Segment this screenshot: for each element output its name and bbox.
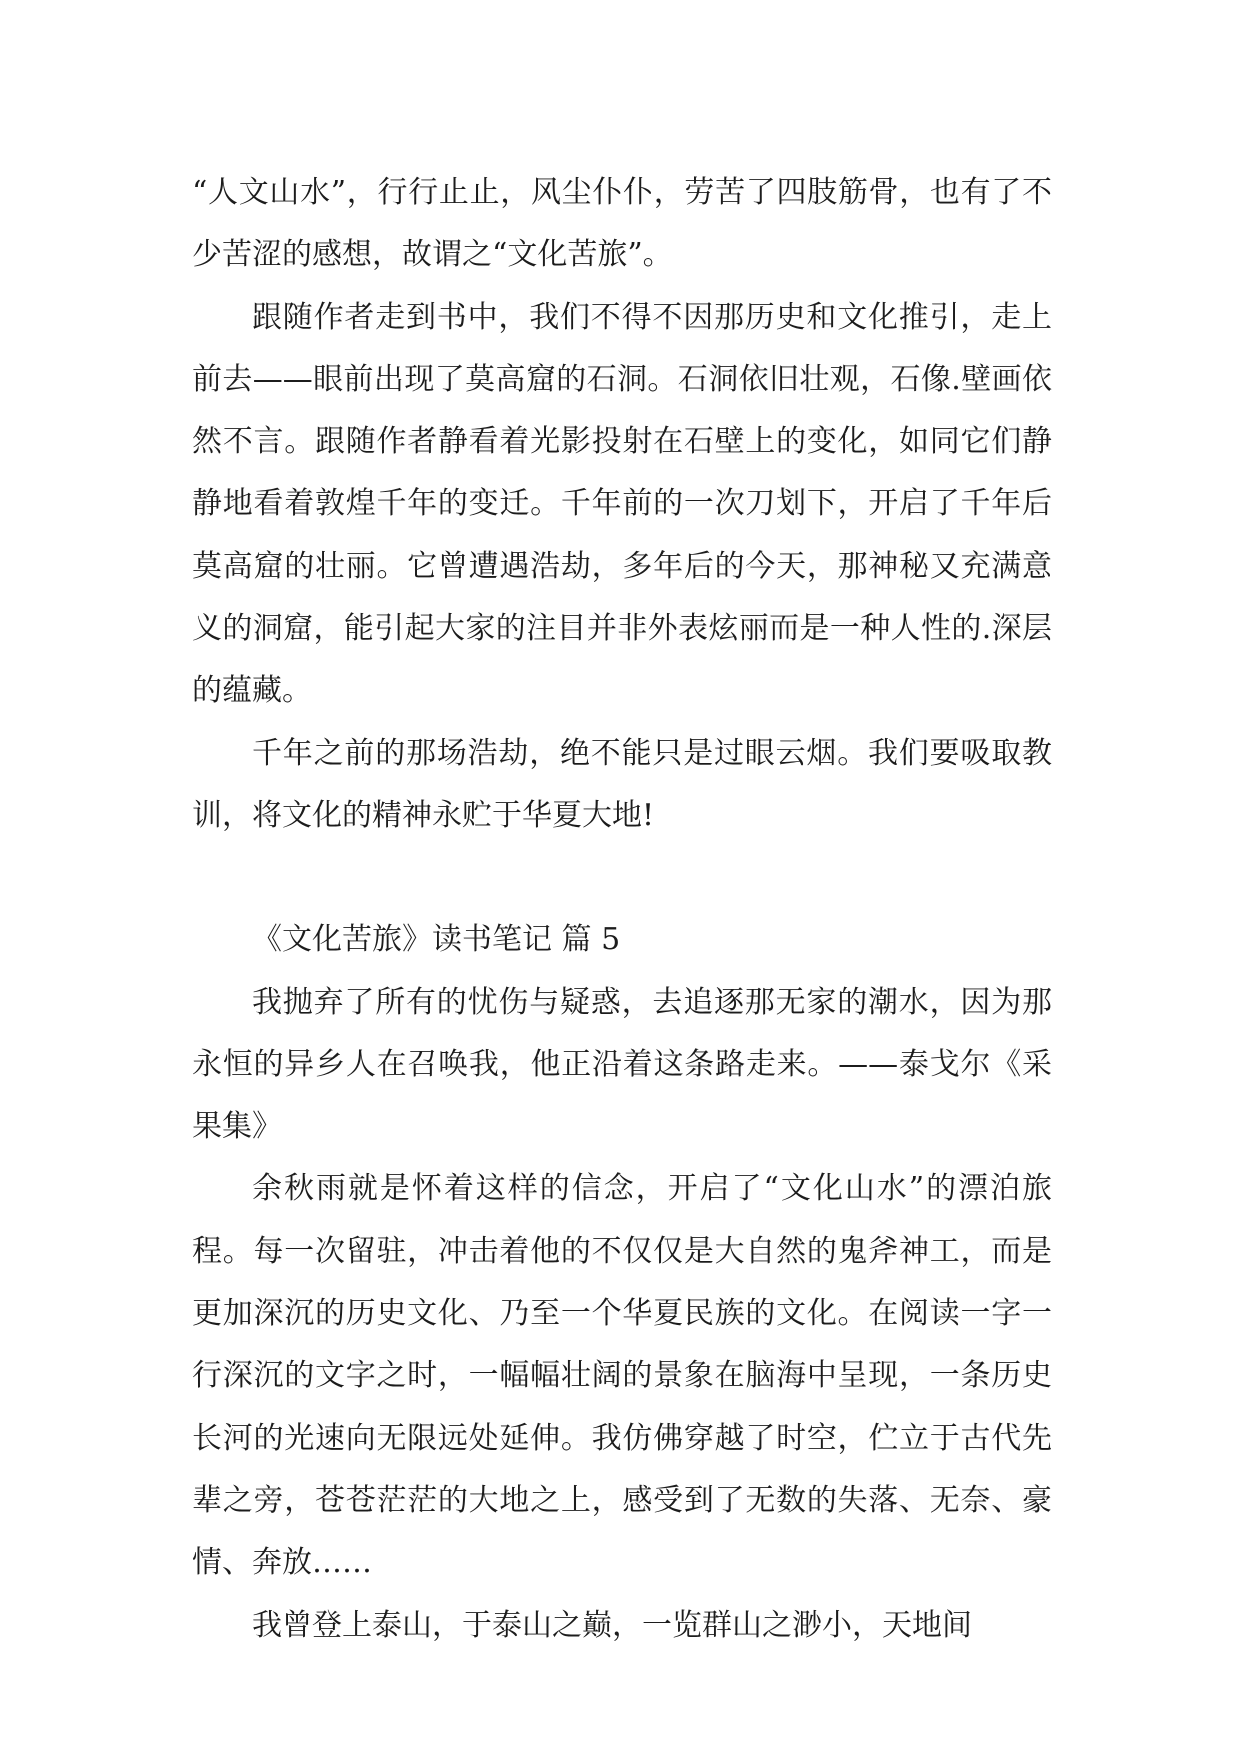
paragraph-5: 余秋雨就是怀着这样的信念，开启了“文化山水”的漂泊旅程。每一次留驻，冲击着他的不仅仅是大自然的鬼斧神工，而是更加深沉的历史文化、乃至一个华夏民族的文化。在阅读一字一行深沉的文字之时，一幅幅壮阔的景象在脑海中呈现，一条历史长河的光速向无限远处延伸。我仿佛穿越了时空，伫立于古代先辈之旁，苍苍茫茫的大地之上，感受到了无数的失落、无奈、豪情、奔放…… bbox=[192, 1171, 1052, 1581]
paragraph-3: 千年之前的那场浩劫，绝不能只是过眼云烟。我们要吸取教训，将文化的精神永贮于华夏大地! bbox=[192, 735, 1052, 833]
paragraph-6: 我曾登上泰山，于泰山之巅，一览群山之渺小，天地间 bbox=[252, 1607, 972, 1643]
section-spacer bbox=[192, 847, 1052, 909]
paragraph-2: 跟随作者走到书中，我们不得不因那历史和文化推引，走上前去——眼前出现了莫高窟的石洞。石洞依旧壮观，石像.壁画依然不言。跟随作者静看着光影投射在石壁上的变化，如同它们静静地看着敦煌千年的变迁。千年前的一次刀划下，开启了千年后莫高窟的壮丽。它曾遭遇浩劫，多年后的今天，那神秘又充满意义的洞窟，能引起大家的注目并非外表炫丽而是一种人性的.深层的蕴藏。 bbox=[192, 299, 1052, 709]
document-body bbox=[192, 162, 1052, 1657]
paragraph-1: “人文山水”，行行止止，风尘仆仆，劳苦了四肢筋骨，也有了不少苦涩的感想，故谓之“文化苦旅”。 bbox=[192, 175, 1052, 273]
section-heading: 《文化苦旅》读书笔记 篇 5 bbox=[252, 922, 621, 958]
paragraph-4: 我抛弃了所有的忧伤与疑惑，去追逐那无家的潮水，因为那永恒的异乡人在召唤我，他正沿着这条路走来。——泰戈尔《采果集》 bbox=[192, 984, 1052, 1145]
